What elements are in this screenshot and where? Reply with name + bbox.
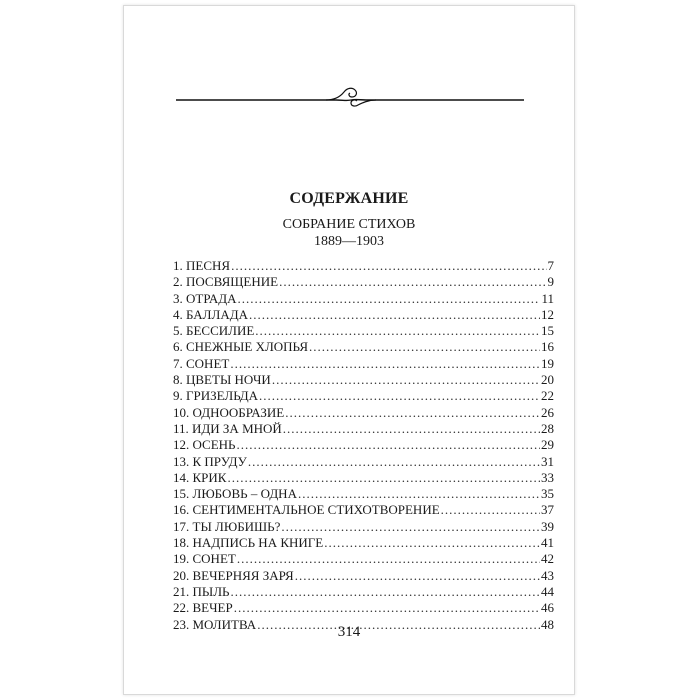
toc-entry-page: 31 (541, 453, 554, 469)
toc-entry-page: 9 (547, 274, 554, 290)
toc-entry-title: 7. СОНЕТ (173, 355, 230, 371)
toc-entry-title: 4. БАЛЛАДА (173, 306, 248, 322)
toc-entry-page: 44 (541, 583, 554, 599)
toc-entry-title: 1. ПЕСНЯ (173, 258, 231, 273)
toc-entry-page: 48 (541, 616, 554, 632)
toc-entry-page: 35 (541, 486, 554, 502)
toc-entry (173, 519, 554, 535)
toc-entry (173, 470, 554, 486)
toc-entry (173, 405, 554, 421)
toc-leader-dots (249, 307, 540, 323)
page-number: 314 (337, 624, 361, 640)
toc-entry (173, 502, 554, 518)
toc-entry-title: 3. ОТРАДА (173, 290, 237, 306)
toc-leader-dots (324, 535, 540, 551)
toc-entry-title: 23. МОЛИТВА (173, 616, 257, 632)
toc-entry-page: 29 (541, 437, 554, 453)
toc-entry-page: 15 (541, 323, 554, 339)
toc-entry-page: 22 (541, 388, 554, 404)
toc-leader-dots (295, 568, 540, 584)
toc-entry-page: 37 (541, 502, 554, 518)
table-of-contents (173, 258, 554, 633)
toc-leader-dots (238, 291, 541, 307)
toc-entry-page: 33 (541, 469, 554, 485)
toc-entry (173, 274, 554, 290)
toc-entry (173, 568, 554, 584)
toc-leader-dots (298, 486, 540, 502)
toc-entry (173, 291, 554, 307)
toc-entry (173, 372, 554, 388)
toc-entry (173, 454, 554, 470)
toc-leader-dots (230, 356, 540, 372)
toc-entry-page: 41 (541, 535, 554, 551)
toc-entry-page: 46 (541, 600, 554, 616)
toc-leader-dots (309, 339, 540, 355)
toc-leader-dots (227, 470, 540, 486)
toc-entry-page: 12 (541, 306, 554, 322)
toc-entry-title: 13. К ПРУДУ (173, 453, 247, 469)
toc-leader-dots (231, 258, 546, 274)
section-years: 1889—1903 (314, 234, 384, 249)
toc-entry-page: 39 (541, 518, 554, 534)
toc-entry (173, 323, 554, 339)
section-subtitle: СОБРАНИЕ СТИХОВ (282, 217, 416, 232)
toc-entry (173, 421, 554, 437)
toc-entry-title: 14. КРИК (173, 469, 227, 485)
toc-leader-dots (231, 584, 540, 600)
toc-leader-dots (234, 600, 540, 616)
toc-leader-dots (283, 421, 540, 437)
toc-entry (173, 551, 554, 567)
toc-entry-title: 16. СЕНТИМЕНТАЛЬНОЕ СТИХОТВОРЕНИЕ (173, 502, 440, 518)
toc-entry-title: 20. ВЕЧЕРНЯЯ ЗАРЯ (173, 567, 294, 583)
book-page (123, 5, 575, 695)
toc-entry-page: 11 (541, 290, 554, 306)
toc-entry-page: 7 (547, 258, 554, 273)
toc-entry-title: 15. ЛЮБОВЬ – ОДНА (173, 486, 297, 502)
toc-entry-title: 10. ОДНООБРАЗИЕ (173, 404, 285, 420)
toc-entry (173, 307, 554, 323)
toc-entry (173, 258, 554, 274)
toc-entry-title: 9. ГРИЗЕЛЬДА (173, 388, 259, 404)
toc-leader-dots (237, 551, 540, 567)
toc-entry (173, 356, 554, 372)
toc-entry-title: 21. ПЫЛЬ (173, 583, 230, 599)
toc-entry (173, 584, 554, 600)
toc-leader-dots (272, 372, 540, 388)
toc-leader-dots (248, 454, 540, 470)
page-title: СОДЕРЖАНИЕ (289, 190, 409, 207)
toc-entry-title: 18. НАДПИСЬ НА КНИГЕ (173, 535, 324, 551)
toc-entry-title: 22. ВЕЧЕР (173, 600, 233, 616)
toc-entry-title: 19. СОНЕТ (173, 551, 236, 567)
toc-leader-dots (255, 323, 540, 339)
toc-entry (173, 388, 554, 404)
toc-leader-dots (285, 405, 540, 421)
toc-leader-dots (279, 274, 546, 290)
toc-entry (173, 486, 554, 502)
toc-entry-page: 26 (541, 404, 554, 420)
toc-entry (173, 600, 554, 616)
toc-entry-page: 19 (541, 355, 554, 371)
toc-entry-page: 16 (541, 339, 554, 355)
toc-entry-page: 20 (541, 372, 554, 388)
toc-leader-dots (259, 388, 540, 404)
toc-entry-title: 11. ИДИ ЗА МНОЙ (173, 420, 282, 436)
toc-leader-dots (237, 437, 540, 453)
ornament-divider-icon (176, 78, 524, 108)
toc-entry-title: 5. БЕССИЛИЕ (173, 323, 255, 339)
toc-entry-page: 43 (541, 567, 554, 583)
toc-entry-title: 8. ЦВЕТЫ НОЧИ (173, 372, 271, 388)
toc-entry (173, 535, 554, 551)
toc-entry-page: 28 (541, 420, 554, 436)
toc-entry-title: 12. ОСЕНЬ (173, 437, 236, 453)
toc-entry-page: 42 (541, 551, 554, 567)
toc-entry-title: 6. СНЕЖНЫЕ ХЛОПЬЯ (173, 339, 308, 355)
toc-leader-dots (441, 502, 540, 518)
toc-entry (173, 339, 554, 355)
toc-entry-title: 2. ПОСВЯЩЕНИЕ (173, 274, 279, 290)
toc-entry (173, 437, 554, 453)
toc-leader-dots (281, 519, 540, 535)
toc-entry-title: 17. ТЫ ЛЮБИШЬ? (173, 518, 281, 534)
